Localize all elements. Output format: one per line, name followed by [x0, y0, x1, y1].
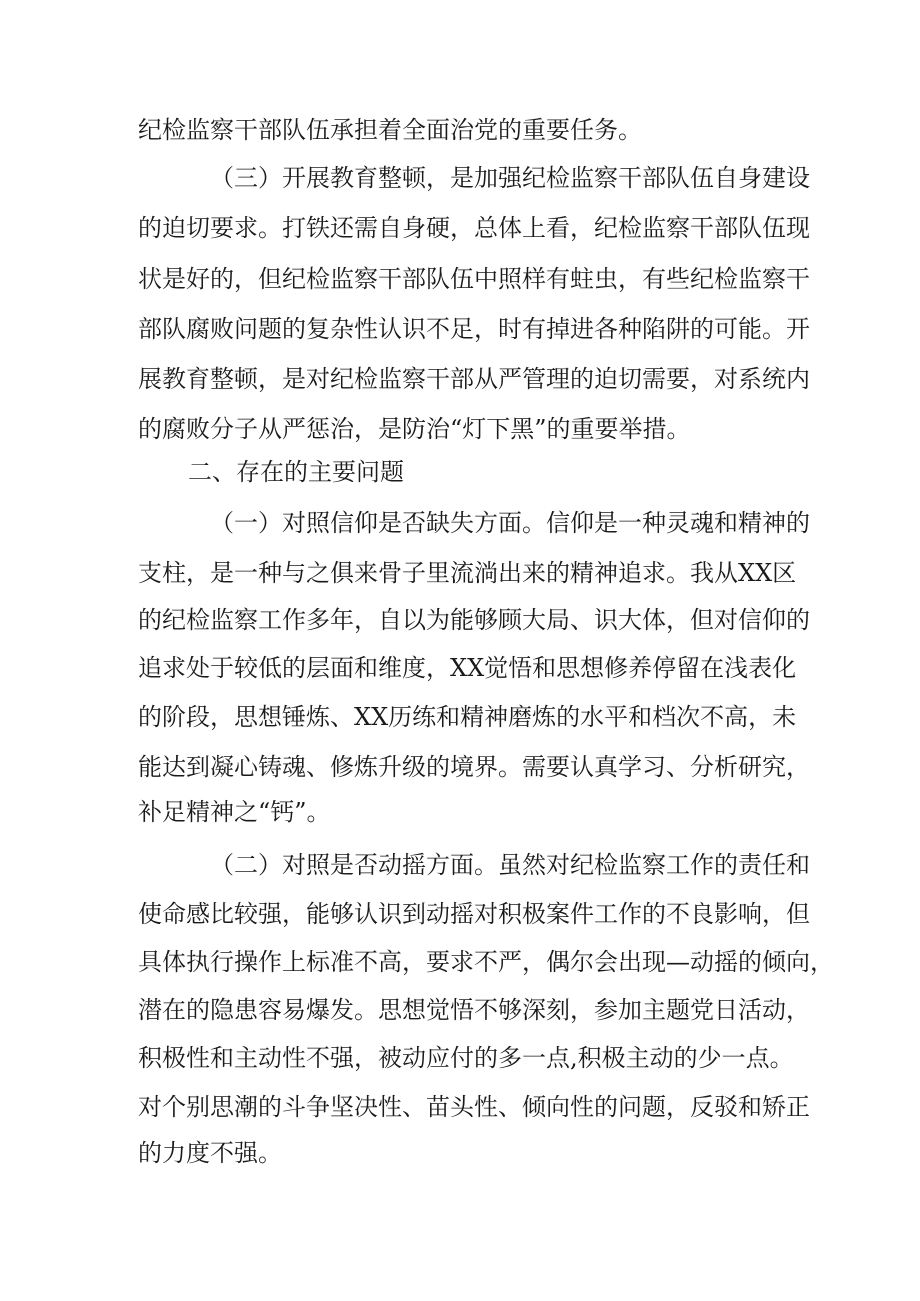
- text-line: 的纪检监察工作多年，自以为能够顾大局、识大体，但对信仰的: [138, 606, 810, 634]
- text-line: 部队腐败问题的复杂性认识不足，时有掉进各种陷阱的可能。开: [138, 315, 810, 343]
- text-line: 的力度不强。: [138, 1139, 282, 1167]
- text-line: 的迫切要求。打铁还需自身硬，总体上看，纪检监察干部队伍现: [138, 214, 810, 242]
- section-heading: 二、存在的主要问题: [188, 458, 404, 486]
- text-line: 状是好的，但纪检监察干部队伍中照样有蛀虫，有些纪检监察干: [138, 265, 810, 293]
- text-line: 补足精神之“钙”。: [138, 798, 331, 826]
- text-line: 对个别思潮的斗争坚决性、苗头性、倾向性的问题，反驳和矫正: [138, 1093, 810, 1121]
- text-line: 潜在的隐患容易爆发。思想觉悟不够深刻，参加主题党日活动，: [138, 996, 810, 1024]
- text-line: （三）开展教育整顿，是加强纪检监察干部队伍自身建设: [210, 164, 810, 192]
- text-line: 的腐败分子从严惩治，是防治“灯下黑”的重要举措。: [138, 415, 691, 443]
- text-line: （一）对照信仰是否缺失方面。信仰是一种灵魂和精神的: [210, 509, 810, 537]
- text-line: 纪检监察干部队伍承担着全面治党的重要任务。: [138, 116, 642, 144]
- text-line: 展教育整顿，是对纪检监察干部从严管理的迫切需要，对系统内: [138, 365, 810, 393]
- text-line: 具体执行操作上标准不高，要求不严，偶尔会出现—动摇的倾向，: [138, 948, 834, 976]
- text-line: 支柱，是一种与之俱来骨子里流淌出来的精神追求。我从XX区: [138, 559, 797, 587]
- text-line: 使命感比较强，能够认识到动摇对积极案件工作的不良影响，但: [138, 900, 810, 928]
- text-line: 能达到凝心铸魂、修炼升级的境界。需要认真学习、分析研究，: [138, 753, 810, 781]
- text-line: （二）对照是否动摇方面。虽然对纪检监察工作的责任和: [210, 851, 810, 879]
- text-line: 积极性和主动性不强，被动应付的多一点,积极主动的少一点。: [138, 1044, 794, 1072]
- text-line: 追求处于较低的层面和维度，XX觉悟和思想修养停留在浅表化: [138, 654, 797, 682]
- text-line: 的阶段，思想锤炼、XX历练和精神磨炼的水平和档次不高，未: [138, 703, 797, 731]
